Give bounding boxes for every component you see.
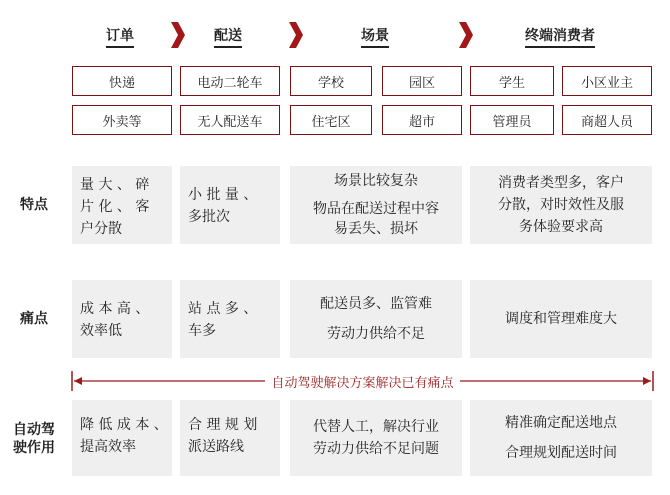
- cell-effect-delivery: [180, 400, 280, 476]
- solution-banner: [70, 368, 655, 394]
- chevron-right-icon: [459, 22, 473, 48]
- cell-line: 场景比较复杂: [334, 173, 418, 189]
- cell-line: 劳动力供给不足问题: [313, 441, 439, 457]
- header-delivery: [180, 26, 276, 46]
- cell-line: 派送路线: [188, 439, 244, 455]
- cell-line: 降 低 成 本 、: [80, 417, 168, 433]
- cell-pain-consumer: [470, 280, 652, 358]
- box-e-bike: 电动二轮车: [180, 66, 280, 96]
- cell-line: 消费者类型多，客户: [498, 175, 624, 191]
- chevron-right-icon: [289, 22, 303, 48]
- cell-effect-scene: [290, 400, 462, 476]
- header-consumer-label: 终端消费者: [525, 28, 595, 48]
- box-takeout: 外卖等: [72, 105, 172, 135]
- cell-line: 易丢失、损坏: [334, 221, 418, 237]
- cell-features-consumer: [470, 166, 652, 244]
- cell-line: 物品在配送过程中容: [313, 201, 439, 217]
- row-label-pain-text: 痛点: [20, 311, 48, 327]
- box-supermarket: 超市: [382, 105, 462, 135]
- header-delivery-label: 配送: [214, 28, 242, 48]
- cell-effect-consumer: [470, 400, 652, 476]
- cell-line: 合 理 规 划: [188, 417, 258, 433]
- cell-effect-order: [72, 400, 172, 476]
- cell-line: 成 本 高 、: [80, 301, 150, 317]
- box-school: 学校: [290, 66, 372, 96]
- box-resident: 小区业主: [562, 66, 652, 96]
- cell-features-delivery: [180, 166, 280, 244]
- cell-features-order: [72, 166, 172, 244]
- cell-line: 代替人工，解决行业: [313, 419, 439, 435]
- box-park: 园区: [382, 66, 462, 96]
- box-residential: 住宅区: [290, 105, 372, 135]
- banner-text-wrap: [70, 372, 655, 391]
- cell-line: 小 批 量 、: [188, 187, 258, 203]
- cell-features-scene: [290, 166, 462, 244]
- header-order-label: 订单: [106, 28, 134, 48]
- cell-line: 精准确定配送地点: [505, 415, 617, 431]
- row-label-features: [2, 166, 66, 244]
- row-label-effect: [2, 400, 66, 478]
- cell-line: 配送员多、监管难: [320, 296, 432, 312]
- row-label-effect-line1: 自动驾: [13, 422, 55, 438]
- cell-line: 片 化 、 客: [80, 199, 150, 215]
- cell-line: 站 点 多 、: [188, 301, 258, 317]
- header-consumer: [470, 26, 650, 46]
- cell-pain-delivery: [180, 280, 280, 358]
- banner-text: 自动驾驶解决方案解决已有痛点: [265, 376, 459, 391]
- box-store-staff: 商超人员: [562, 105, 652, 135]
- box-student: 学生: [470, 66, 554, 96]
- cell-line: 劳动力供给不足: [327, 326, 425, 342]
- cell-line: 调度和管理难度大: [505, 311, 617, 327]
- cell-pain-order: [72, 280, 172, 358]
- header-order: [72, 26, 168, 46]
- cell-line: 多批次: [188, 209, 230, 225]
- header-scene: [290, 26, 460, 46]
- box-unmanned-vehicle: 无人配送车: [180, 105, 280, 135]
- cell-line: 户分散: [80, 221, 122, 237]
- cell-line: 量 大 、 碎: [80, 177, 150, 193]
- cell-line: 合理规划配送时间: [505, 445, 617, 461]
- box-express: 快递: [72, 66, 172, 96]
- cell-line: 车多: [188, 323, 216, 339]
- cell-line: 效率低: [80, 323, 122, 339]
- cell-line: 提高效率: [80, 439, 136, 455]
- box-administrator: 管理员: [470, 105, 554, 135]
- row-label-features-text: 特点: [20, 197, 48, 213]
- row-label-effect-line2: 驶作用: [13, 440, 55, 456]
- cell-line: 务体验要求高: [519, 219, 603, 235]
- cell-pain-scene: [290, 280, 462, 358]
- row-label-pain: [2, 280, 66, 358]
- chevron-right-icon: [171, 22, 185, 48]
- cell-line: 分散，对时效性及服: [498, 197, 624, 213]
- header-scene-label: 场景: [361, 28, 389, 48]
